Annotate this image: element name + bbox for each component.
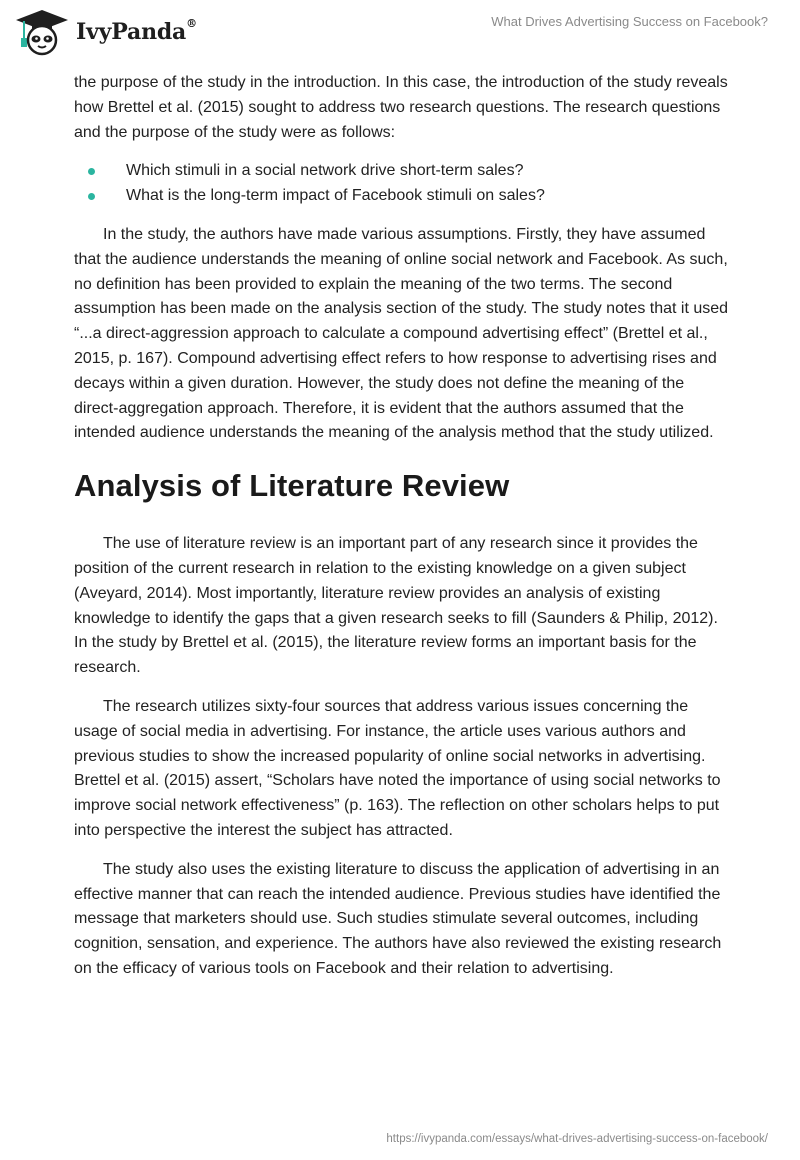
- source-url-link[interactable]: https://ivypanda.com/essays/what-drives-advertising-success-on-facebook/: [386, 1133, 768, 1145]
- essay-body: [74, 71, 730, 996]
- research-questions-list: [74, 159, 730, 209]
- bullet-dot-icon: [88, 168, 95, 175]
- list-item: What is the long-term impact of Facebook stimuli on sales?: [74, 184, 730, 209]
- site-logo[interactable]: [14, 8, 197, 56]
- section-heading: Analysis of Literature Review: [74, 468, 510, 504]
- literature-paragraph: The use of literature review is an important part of any research since it provides the position of the current research in relation to the existing knowledge on a given subject (Aveyard, 2014). Most importantly, literature review provides an analysis of existing knowledge to identify the gaps that a given research seeks to fill (Saunders & Philip, 2012). In the study by Brettel et al. (2015), the literature review forms an important basis for the research.: [74, 535, 718, 677]
- brand-name: IvyPanda®: [76, 17, 197, 45]
- literature-paragraph: The study also uses the existing literature to discuss the application of advertising in an effective manner that can reach the intended audience. Previous studies have identified the message that marketers should use. Such studies stimulate several outcomes, including cognition, sensation, and experience. The authors have also reviewed the existing research on the efficacy of various tools on Facebook and their relation to advertising.: [74, 860, 722, 977]
- literature-paragraph: The research utilizes sixty-four sources that address various issues concerning the usage of social media in advertising. For instance, the article uses various authors and previous studies to show the increased popularity of online social networks in advertising. Brettel et al. (2015) assert, “Scholars have noted the importance of using social networks to improve social network effectiveness” (p. 163). The reflection on other scholars helps to put into perspective the interest the subject has attracted.: [74, 697, 721, 839]
- bullet-dot-icon: [88, 193, 95, 200]
- panda-graduate-logo-icon: [14, 8, 70, 56]
- list-item: Which stimuli in a social network drive short-term sales?: [74, 159, 730, 184]
- document-title: What Drives Advertising Success on Facebook?: [491, 14, 768, 29]
- intro-paragraph: the purpose of the study in the introduction. In this case, the introduction of the study reveals how Brettel et al. (2015) sought to address two research questions. The research questions and the purpose of the study were as follows:: [74, 74, 728, 141]
- assumptions-paragraph: In the study, the authors have made various assumptions. Firstly, they have assumed that the audience understands the meaning of online social network and Facebook. As such, no definition has been provided to explain the meaning of the two terms. The second assumption has been made on the analysis section of the study. The study notes that it used “...a direct-aggression approach to calculate a compound advertising effect” (Brettel et al., 2015, p. 167). Compound advertising effect refers to how response to advertising rises and decays within a given duration. However, the study does not define the meaning of the direct-aggregation approach. Therefore, it is evident that the authors assumed that the intended audience understands the meaning of the analysis method that the study utilized.: [74, 225, 729, 442]
